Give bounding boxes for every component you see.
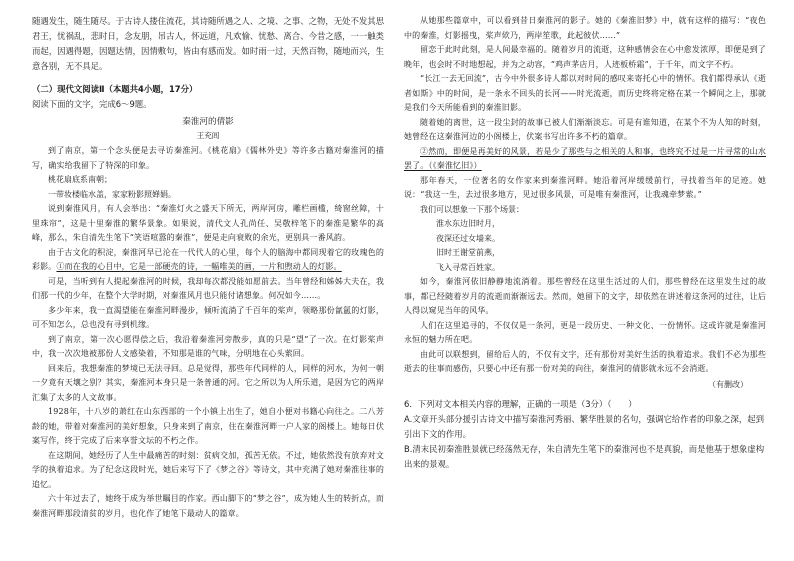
article-author: 王充闾 bbox=[196, 131, 220, 140]
source-note: （有删改） bbox=[708, 379, 748, 389]
poem-line: 淮水东边旧时月， bbox=[436, 219, 500, 228]
article-title: 秦淮河的倩影 bbox=[182, 117, 234, 127]
poem-line: 夜深还过女墙来。 bbox=[436, 233, 500, 243]
section-heading: （二）现代文阅读Ⅱ（本题共4小题，17分） bbox=[32, 84, 198, 94]
article-paragraph: 留恋于此时此刻，是人间最幸福的。随着岁月的流逝，这种感情会在心中愈发浓厚，即便是到了晚年，也会时不时地想起，并为之动容，“鸡声茅店月，人迹板桥霜”，于千年，而文字不朽。 bbox=[404, 45, 766, 69]
quoted-line: 桃花扇底系南朝； bbox=[48, 175, 112, 184]
article-paragraph: 从她那些篇章中，可以看到昔日秦淮河的影子。她的《秦淮旧梦》中，就有这样的描写：“夜色中的秦淮，灯影摇曳，桨声欸乃，两岸笙歌，此起彼伏……” bbox=[404, 16, 766, 40]
article-paragraph: 那年春天，一位著名的女作家来到秦淮河畔。她沿着河岸缓缓前行，寻找着当年的足迹。她说：“我这一生，去过很多地方，见过很多风景，可是唯有秦淮河，让我魂牵梦萦。” bbox=[404, 175, 766, 199]
poem-line: 飞入寻常百姓家。 bbox=[436, 262, 500, 272]
option-b: B.清末民初秦淮胜景就已经荡然无存，朱自清先生笔下的秦淮河也不是真貌，而是他基于想象虚构出来的景观。 bbox=[404, 443, 765, 469]
article-paragraph: 人们在这里追寻的，不仅仅是一条河，更是一段历史、一种文化、一份情怀。这或许就是秦淮河永恒的魅力所在吧。 bbox=[404, 320, 766, 344]
article-paragraph: 说到秦淮风月，有人会举出：“秦淮灯火之盛天下所无，两岸河房，雕栏画槛，绮窗丝障，十里珠帘”，这是十里秦淮的繁华景象。如果说，清代文人孔尚任、吴敬梓笔下的秦淮是繁华的高峰，那么，朱自清先生笔下“笑语喧嚣的秦淮”，便是走向衰败的余光，更别具一番风韵。 bbox=[32, 204, 384, 242]
article-paragraph: 到了南京，第一次心愿得偿之后，我沿着秦淮河旁散步，真的只是“望”了一次。在灯影桨声中，我一次次地被那份人文感染着，不知那是谁的气味，分明地在心头萦回。 bbox=[32, 334, 384, 358]
quoted-line: 一带妆楼临水盖，家家粉影照婵娟。 bbox=[48, 189, 176, 199]
article-paragraph: 回来后，我想秦淮的梦境已无法寻回。总是觉得，那些年代同样的人，同样的河水，为何一朝一夕竟有天壤之别？其实，秦淮河本身只是一条普通的河。它之所以为人所乐道，是因为它的两岸汇集了太多的人文故事。 bbox=[32, 363, 384, 402]
article-paragraph: 随着她的离世，这一段尘封的故事已被人们渐渐淡忘。可是有谁知道，在某个不为人知的时刻，她曾经在这秦淮河边的小阁楼上，伏案书写出许多不朽的篇章。 bbox=[404, 117, 766, 141]
left-column bbox=[32, 14, 384, 557]
article-paragraph: 我们可以想象一下那个场景： bbox=[420, 204, 524, 214]
article-paragraph: “长江一去无回流”，古今中外很多诗人都以对时间的感叹来寄托心中的情怀。我们都得承认《逝者如斯》中的时间，是一条永不回头的长河——时光流逝，而历史终将定格在某一个瞬间之上，那就是我们今天所能看到的秦淮旧影。 bbox=[404, 74, 766, 112]
question-6: 6．下列对文本相关内容的理解，正确的一项是（3分）（ ） bbox=[404, 398, 637, 409]
article-paragraph: 可是，当听到有人提起秦淮河的时候，我却每次都没能如愿前去。当年曾经和姊姊大夫在，我们那一代的少年，在整个大学时期，对秦淮风月也只能付诸想象。何况如今……。 bbox=[32, 276, 384, 300]
classical-excerpt-ending: 随遇发生，随生随尽。于古诗人搂住流花，其诗随所遇之人、之境、之事、之物，无处不发其思君王，忧祸乱，悲时日，念友朋，吊古人，怀远道，凡欢愉、忧愁、离合、今昔之感，一一触类而起，因遇得题，因题达情，因情敷句，皆由有感而发。如时雨一过，天然百物，随地而兴，生意各别，无不具足。 bbox=[32, 16, 384, 71]
poem-line: 旧时王谢堂前燕， bbox=[436, 248, 500, 257]
right-column bbox=[404, 14, 766, 557]
paragraph-text: 由于古文化的积淀，秦淮河早已沦在一代代人的心里，每个人的脑海中都同现着它的玫瑰色的彩影。 bbox=[32, 247, 384, 271]
article-paragraph bbox=[32, 246, 384, 275]
article-paragraph: 多少年来，我一直渴望能在秦淮河畔漫步，倾听流淌了千百年的桨声，领略那份氤氲的灯影，可不知怎么，总也没有寻到机缘。 bbox=[32, 305, 384, 329]
article-paragraph: 如今，秦淮河依旧静静地流淌着。那些曾经在这里生活过的人们，那些曾经在这里发生过的故事，都已经随着岁月的流逝而渐渐远去。然而，她留下的文字，却依然在讲述着这条河的过往，让后人得以窥见当年的风华。 bbox=[404, 277, 766, 315]
article-paragraph: 六十年过去了，她终于成为举世瞩目的作家。西山脚下的“梦之谷”，成为她人生的转折点，而秦淮河畔那段清贫的岁月，也化作了她笔下最动人的篇章。 bbox=[32, 494, 384, 518]
option-a: A.文章开头部分援引古诗文中描写秦淮河秀丽、繁华胜景的名句，强调它给作者的印象之深，起到引出下文的作用。 bbox=[404, 413, 764, 439]
underlined-sentence-1: ①而在我的心目中，它是一部硬壳的诗，一幅唯美的画，一片和煦动人的灯影。 bbox=[56, 262, 342, 271]
article-paragraph: 在这期间，她经历了人生中最痛苦的时刻：贫病交加，孤苦无依。不过，她依然没有放弃对文学的执着追求。为了纪念这段时光，她后来写下了《梦之谷》等诗文，其中充满了她对秦淮往事的追忆。 bbox=[32, 450, 384, 489]
article-paragraph: 到了南京，第一个念头便是去寻访秦淮河。《桃花扇》《儒林外史》等许多古籍对秦淮河的描写，确实给我留下了特深的印象。 bbox=[32, 146, 384, 170]
article-paragraph: 由此可以联想到，留给后人的，不仅有文字，还有那份对美好生活的执着追求。我们不必为那些逝去的往事而感伤，只要心中还有那一份对美的向往，秦淮河的倩影就永远不会消逝。 bbox=[404, 349, 766, 373]
reading-instruction: 阅读下面的文字，完成6～9题。 bbox=[32, 99, 152, 109]
underlined-sentence-2: ②然而，即便是再美好的风景，若是少了那些与之相关的人和事，也终究不过是一片寻常的山水罢了。（《秦淮忆旧》） bbox=[404, 146, 766, 170]
article-paragraph: 1928年，十八岁的萧红在山东西部的一个小镇上出生了，她自小便对书籍心向往之。二八芳龄的她，带着对秦淮河的美好想象，只身来到了南京，住在秦淮河畔一户人家的阁楼上。她每日伏案写作，终于完成了后来享誉文坛的不朽之作。 bbox=[32, 407, 384, 445]
